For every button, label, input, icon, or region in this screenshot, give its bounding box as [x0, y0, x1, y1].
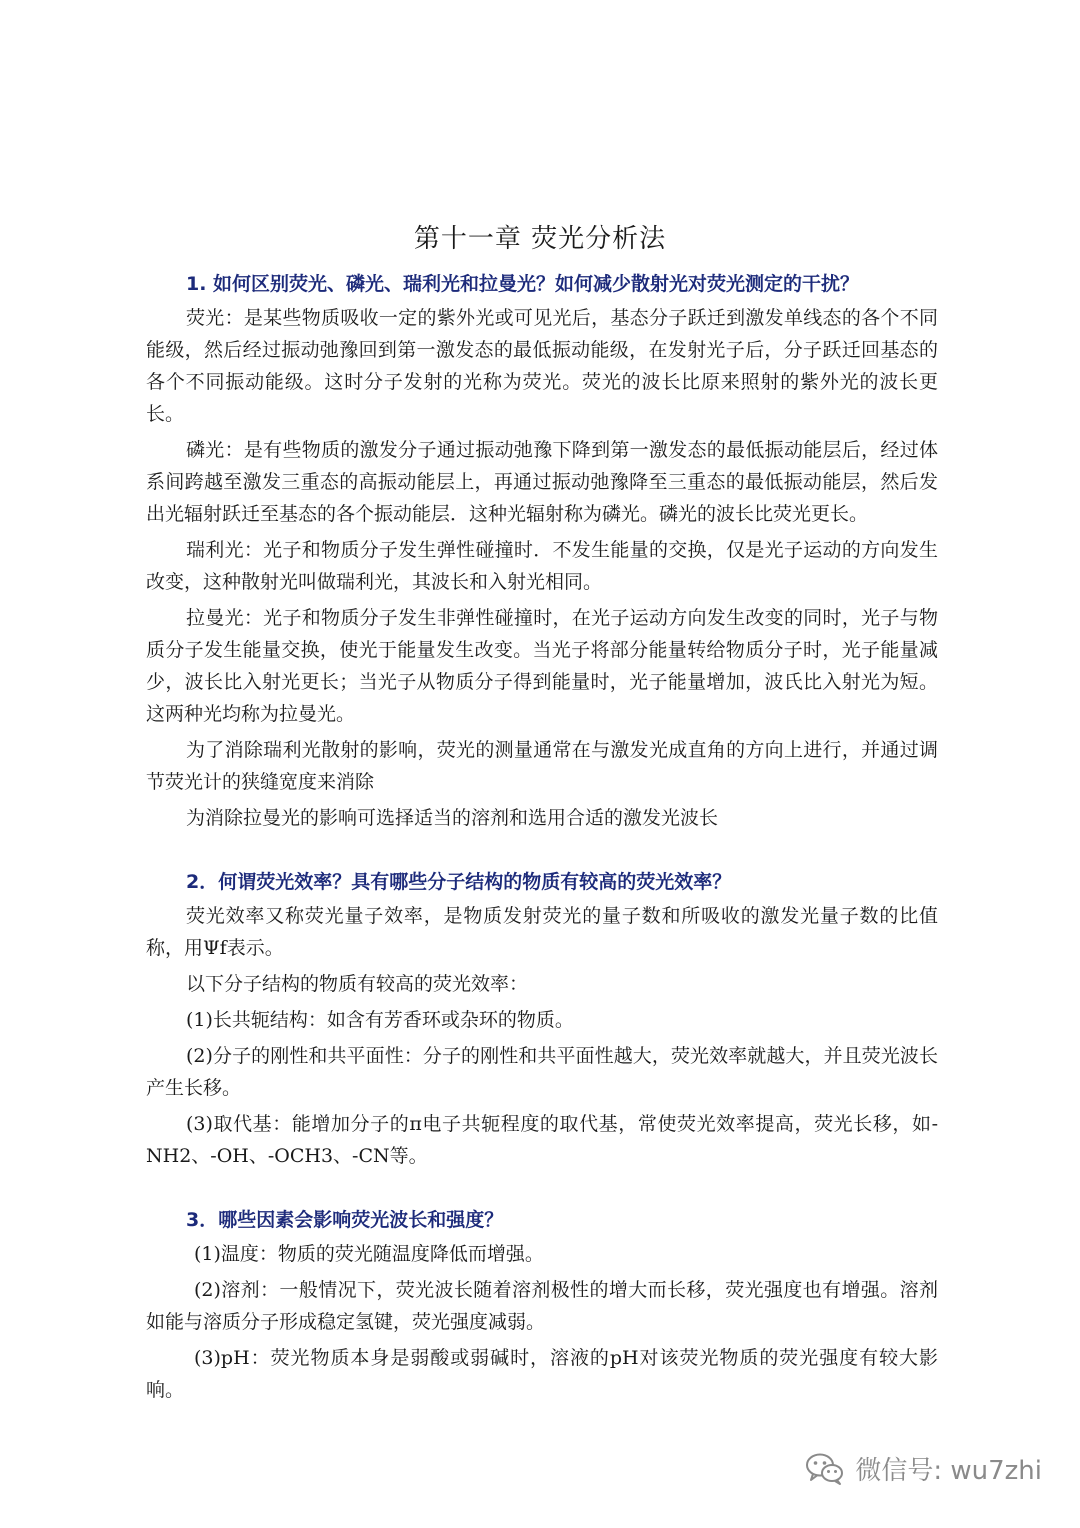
document-body: [146, 268, 938, 1410]
q2-efficiency-definition: 荧光效率又称荧光量子效率，是物质发射荧光的量子数和所吸收的激发光量子数的比值称，用Ψf表示。: [146, 905, 938, 959]
watermark-text: 微信号: wu7zhi: [855, 1456, 1042, 1486]
q1-rayleigh-paragraph: 瑞利光：光子和物质分子发生弹性碰撞时．不发生能量的交换，仅是光子运动的方向发生改变，这种散射光叫做瑞利光，其波长和入射光相同。: [146, 539, 938, 593]
q1-fluorescence-paragraph: 荧光：是某些物质吸收一定的紫外光或可见光后，基态分子跃迁到激发单线态的各个不同能级，然后经过振动弛豫回到第一激发态的最低振动能级，在发射光子后，分子跃迁回基态的各个不同振动能级。这时分子发射的光称为荧光。荧光的波长比原来照射的紫外光的波长更长。: [146, 307, 938, 425]
q1-raman-elimination-paragraph: 为消除拉曼光的影响可选择适当的溶剂和选用合适的激发光波长: [186, 807, 719, 829]
section-gap: [146, 838, 938, 866]
q3-item-2: (2)溶剂：一般情况下，荧光波长随着溶剂极性的增大而长移，荧光强度也有增强。溶剂如能与溶质分子形成稳定氢键，荧光强度减弱。: [146, 1279, 938, 1333]
q2-item-1: (1)长共轭结构：如含有芳香环或杂环的物质。: [186, 1009, 574, 1031]
question-2-heading: 2．何谓荧光效率？具有哪些分子结构的物质有较高的荧光效率？: [186, 871, 732, 893]
q2-item-2: (2)分子的刚性和共平面性：分子的刚性和共平面性越大，荧光效率就越大，并且荧光波长产生长移。: [146, 1045, 938, 1099]
wechat-icon: [805, 1452, 845, 1486]
chapter-title: 第十一章 荧光分析法: [413, 224, 667, 254]
q1-raman-paragraph: 拉曼光：光子和物质分子发生非弹性碰撞时，在光子运动方向发生改变的同时，光子与物质分子发生能量交换，使光于能量发生改变。当光子将部分能量转给物质分子时，光子能量减少，波长比入射光更长；当光子从物质分子得到能量时，光子能量增加，波氏比入射光为短。这两种光均称为拉曼光。: [146, 607, 938, 725]
wechat-watermark: [805, 1450, 1042, 1487]
question-1-heading: 1. 如何区别荧光、磷光、瑞利光和拉曼光？如何减少散射光对荧光测定的干扰？: [186, 273, 860, 295]
q2-item-3: (3)取代基：能增加分子的π电子共轭程度的取代基，常使荧光效率提高，荧光长移，如-NH2、-OH、-OCH3、-CN等。: [146, 1113, 938, 1167]
q3-item-3: (3)pH：荧光物质本身是弱酸或弱碱时，溶液的pH对该荧光物质的荧光强度有较大影响。: [146, 1347, 938, 1401]
q1-rayleigh-elimination-paragraph: 为了消除瑞利光散射的影响，荧光的测量通常在与激发光成直角的方向上进行，并通过调节荧光计的狭缝宽度来消除: [146, 739, 938, 793]
q1-phosphorescence-paragraph: 磷光：是有些物质的激发分子通过振动弛豫下降到第一激发态的最低振动能层后，经过体系间跨越至激发三重态的高振动能层上，再通过振动弛豫降至三重态的最低振动能层，然后发出光辐射跃迁至基态的各个振动能层．这种光辐射称为磷光。磷光的波长比荧光更长。: [146, 439, 938, 525]
q3-item-1: (1)温度：物质的荧光随温度降低而增强。: [194, 1243, 544, 1265]
q2-structures-intro: 以下分子结构的物质有较高的荧光效率：: [186, 973, 529, 995]
section-gap: [146, 1176, 938, 1204]
question-3-heading: 3．哪些因素会影响荧光波长和强度？: [186, 1209, 504, 1231]
